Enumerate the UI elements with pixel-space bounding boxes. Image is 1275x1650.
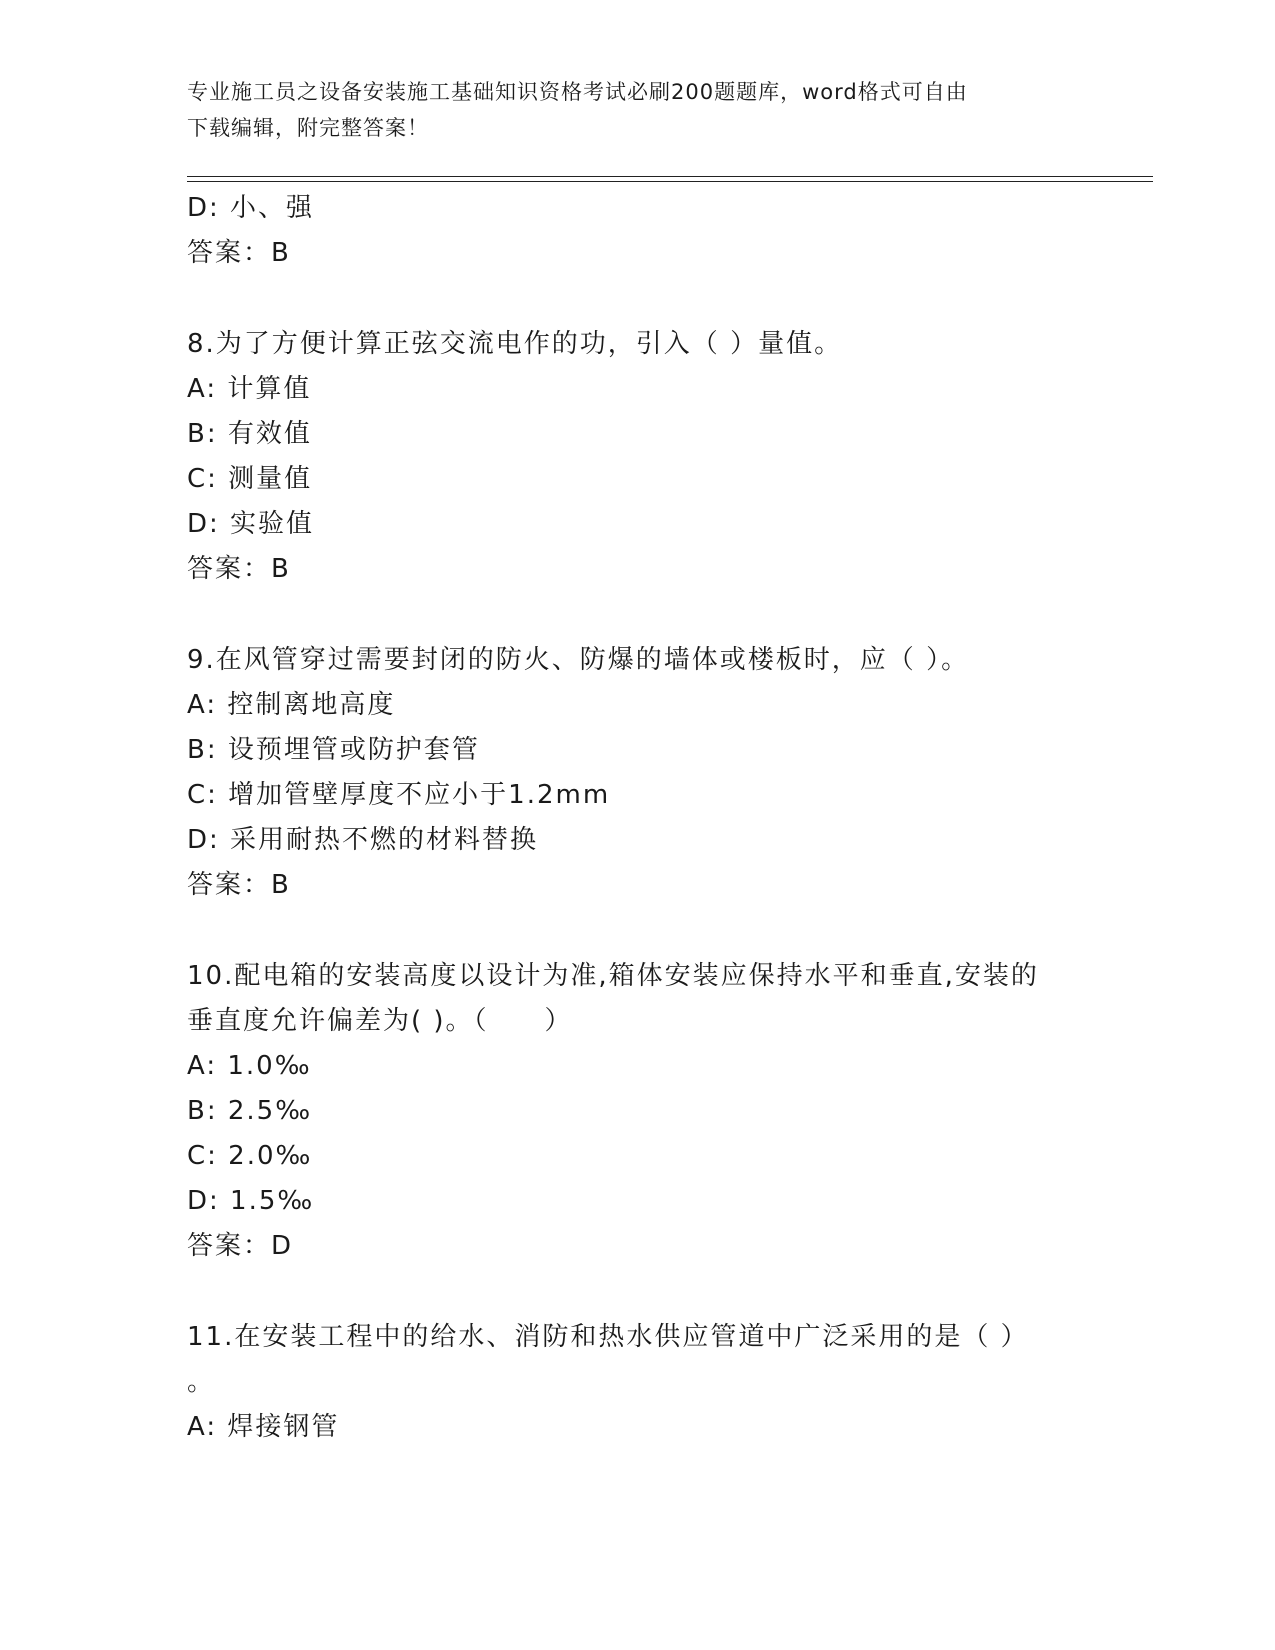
prev-answer: 答案：B: [187, 238, 291, 268]
header-line-2: 下载编辑，附完整答案！: [187, 116, 429, 140]
question-8-option-a: A: 计算值: [187, 374, 312, 404]
question-8-option-d: D: 实验值: [187, 509, 315, 539]
question-9-option-b: B: 设预埋管或防护套管: [187, 735, 480, 765]
question-9-answer: 答案：B: [187, 870, 291, 900]
question-8-answer: 答案：B: [187, 554, 291, 584]
question-10-option-a: A: 1.0‰: [187, 1051, 312, 1081]
header-line-1: 专业施工员之设备安装施工基础知识资格考试必刷200题题库，word格式可自由: [187, 80, 968, 104]
question-11-option-a: A: 焊接钢管: [187, 1412, 340, 1442]
question-11: [187, 1315, 1087, 1450]
question-10-answer: 答案：D: [187, 1231, 294, 1261]
question-10-text-line-1: 10.配电箱的安装高度以设计为准,箱体安装应保持水平和垂直,安装的: [187, 961, 1039, 991]
question-8: [187, 322, 1087, 592]
question-10: [187, 954, 1087, 1269]
question-10-option-c: C: 2.0‰: [187, 1141, 313, 1171]
question-11-text-line-2: 。: [187, 1367, 216, 1397]
document-header: [187, 74, 1087, 146]
question-8-text: 8.为了方便计算正弦交流电作的功，引入（ ）量值。: [187, 329, 843, 359]
question-10-option-b: B: 2.5‰: [187, 1096, 313, 1126]
question-10-text-line-2: 垂直度允许偏差为( )。（ ）: [187, 1006, 573, 1036]
header-divider-bottom: [187, 181, 1153, 182]
question-9: [187, 638, 1087, 908]
question-11-text-line-1: 11.在安装工程中的给水、消防和热水供应管道中广泛采用的是（ ）: [187, 1322, 1029, 1352]
question-10-option-d: D: 1.5‰: [187, 1186, 315, 1216]
question-9-option-d: D: 采用耐热不燃的材料替换: [187, 825, 539, 855]
question-content: [187, 186, 1087, 1450]
header-divider-top: [187, 176, 1153, 177]
question-8-option-b: B: 有效值: [187, 419, 312, 449]
question-9-text: 9.在风管穿过需要封闭的防火、防爆的墙体或楼板时，应（ ）。: [187, 645, 970, 675]
question-9-option-a: A: 控制离地高度: [187, 690, 396, 720]
question-8-option-c: C: 测量值: [187, 464, 313, 494]
prev-option-d: D: 小、强: [187, 193, 315, 223]
question-9-option-c: C: 增加管壁厚度不应小于1.2mm: [187, 780, 611, 810]
